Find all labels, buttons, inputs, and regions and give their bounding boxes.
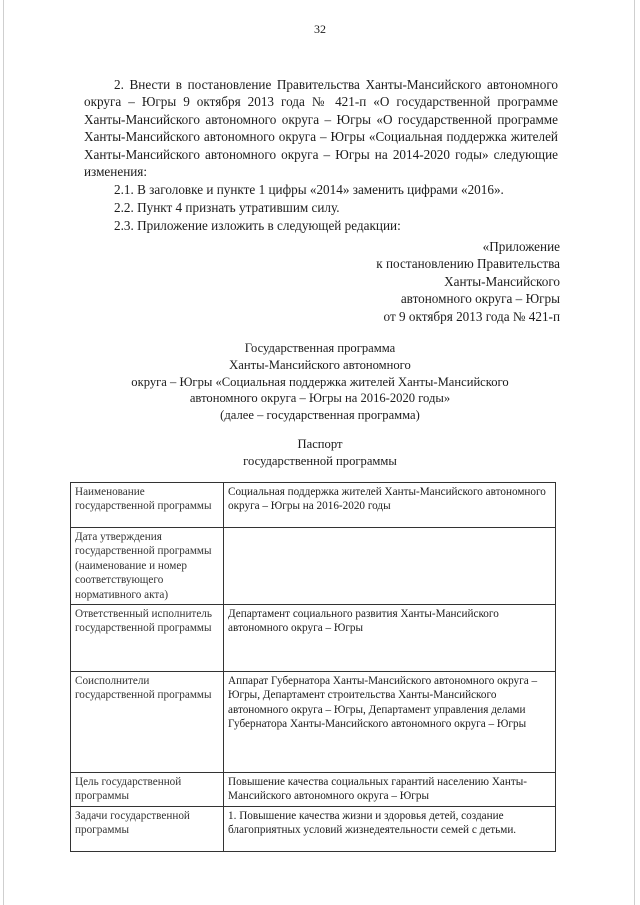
table-row — [71, 773, 556, 807]
page-number: 32 — [314, 22, 326, 36]
row-label: Дата утверждения государственной программы (наименование и номер соответствующего нормативного акта) — [71, 528, 224, 605]
program-title-line: Государственная программа — [244, 341, 396, 355]
passport-table — [70, 482, 556, 852]
row-label: Задачи государственной программы — [71, 806, 224, 851]
row-value: Аппарат Губернатора Ханты-Мансийского автономного округа – Югры, Департамент строительства Ханты-Мансийского автономного округа – Югры, Департамент управления делами Губернатора Ханты-Мансийского автономного округа – Югры — [224, 672, 556, 773]
passport-heading-line: Паспорт — [297, 437, 343, 451]
row-value: 1. Повышение качества жизни и здоровья детей, создание благоприятных условий жизнедеятельности семей с детьми. — [224, 806, 556, 851]
passport-heading-line: государственной программы — [243, 453, 397, 468]
appendix-line: автономного округа – Югры — [400, 291, 560, 307]
program-title-line: (далее – государственная программа) — [220, 408, 420, 423]
appendix-line: «Приложение — [482, 239, 560, 254]
row-label: Цель государственной программы — [71, 773, 224, 807]
appendix-header — [376, 238, 560, 325]
subitem-2-1: 2.1. В заголовке и пункте 1 цифры «2014» заменить цифрами «2016». — [114, 182, 504, 197]
intro-paragraph: 2. Внести в постановление Правительства Ханты-Мансийского автономного округа – Югры 9 октября 2013 года № 421-п «О государственной программе Ханты-Мансийского автономного округа – Югры «О государственной программе Ханты-Мансийского автономного округа – Югры «Социальная поддержка жителей Ханты-Мансийского автономного округа – Югры на 2014-2020 годы» следующие изменения: — [84, 77, 558, 180]
table-row — [71, 483, 556, 528]
passport-heading — [0, 436, 640, 470]
row-label: Наименование государственной программы — [71, 483, 224, 528]
row-label: Соисполнители государственной программы — [71, 672, 224, 773]
program-title-line: автономного округа – Югры на 2016-2020 годы» — [189, 391, 451, 406]
subitem-2-2: 2.2. Пункт 4 признать утратившим силу. — [114, 200, 340, 215]
table-row — [71, 672, 556, 773]
row-value: Социальная поддержка жителей Ханты-Мансийского автономного округа – Югры на 2016-2020 годы — [224, 483, 556, 528]
appendix-line: от 9 октября 2013 года № 421-п — [383, 308, 560, 324]
appendix-line: Ханты-Мансийского — [444, 273, 560, 289]
program-title — [0, 340, 640, 424]
row-value: Повышение качества социальных гарантий населению Ханты-Мансийского автономного округа – Югры — [224, 773, 556, 807]
program-title-line: округа – Югры «Социальная поддержка жителей Ханты-Мансийского — [131, 374, 509, 389]
table-row — [71, 528, 556, 605]
table-row — [71, 806, 556, 851]
row-value: Департамент социального развития Ханты-Мансийского автономного округа – Югры — [224, 605, 556, 672]
appendix-line: к постановлению Правительства — [376, 256, 560, 272]
subitem-2-3: 2.3. Приложение изложить в следующей редакции: — [114, 218, 401, 233]
program-title-line: Ханты-Мансийского автономного — [229, 357, 411, 372]
row-value — [224, 528, 556, 605]
row-label: Ответственный исполнитель государственной программы — [71, 605, 224, 672]
table-row — [71, 605, 556, 672]
